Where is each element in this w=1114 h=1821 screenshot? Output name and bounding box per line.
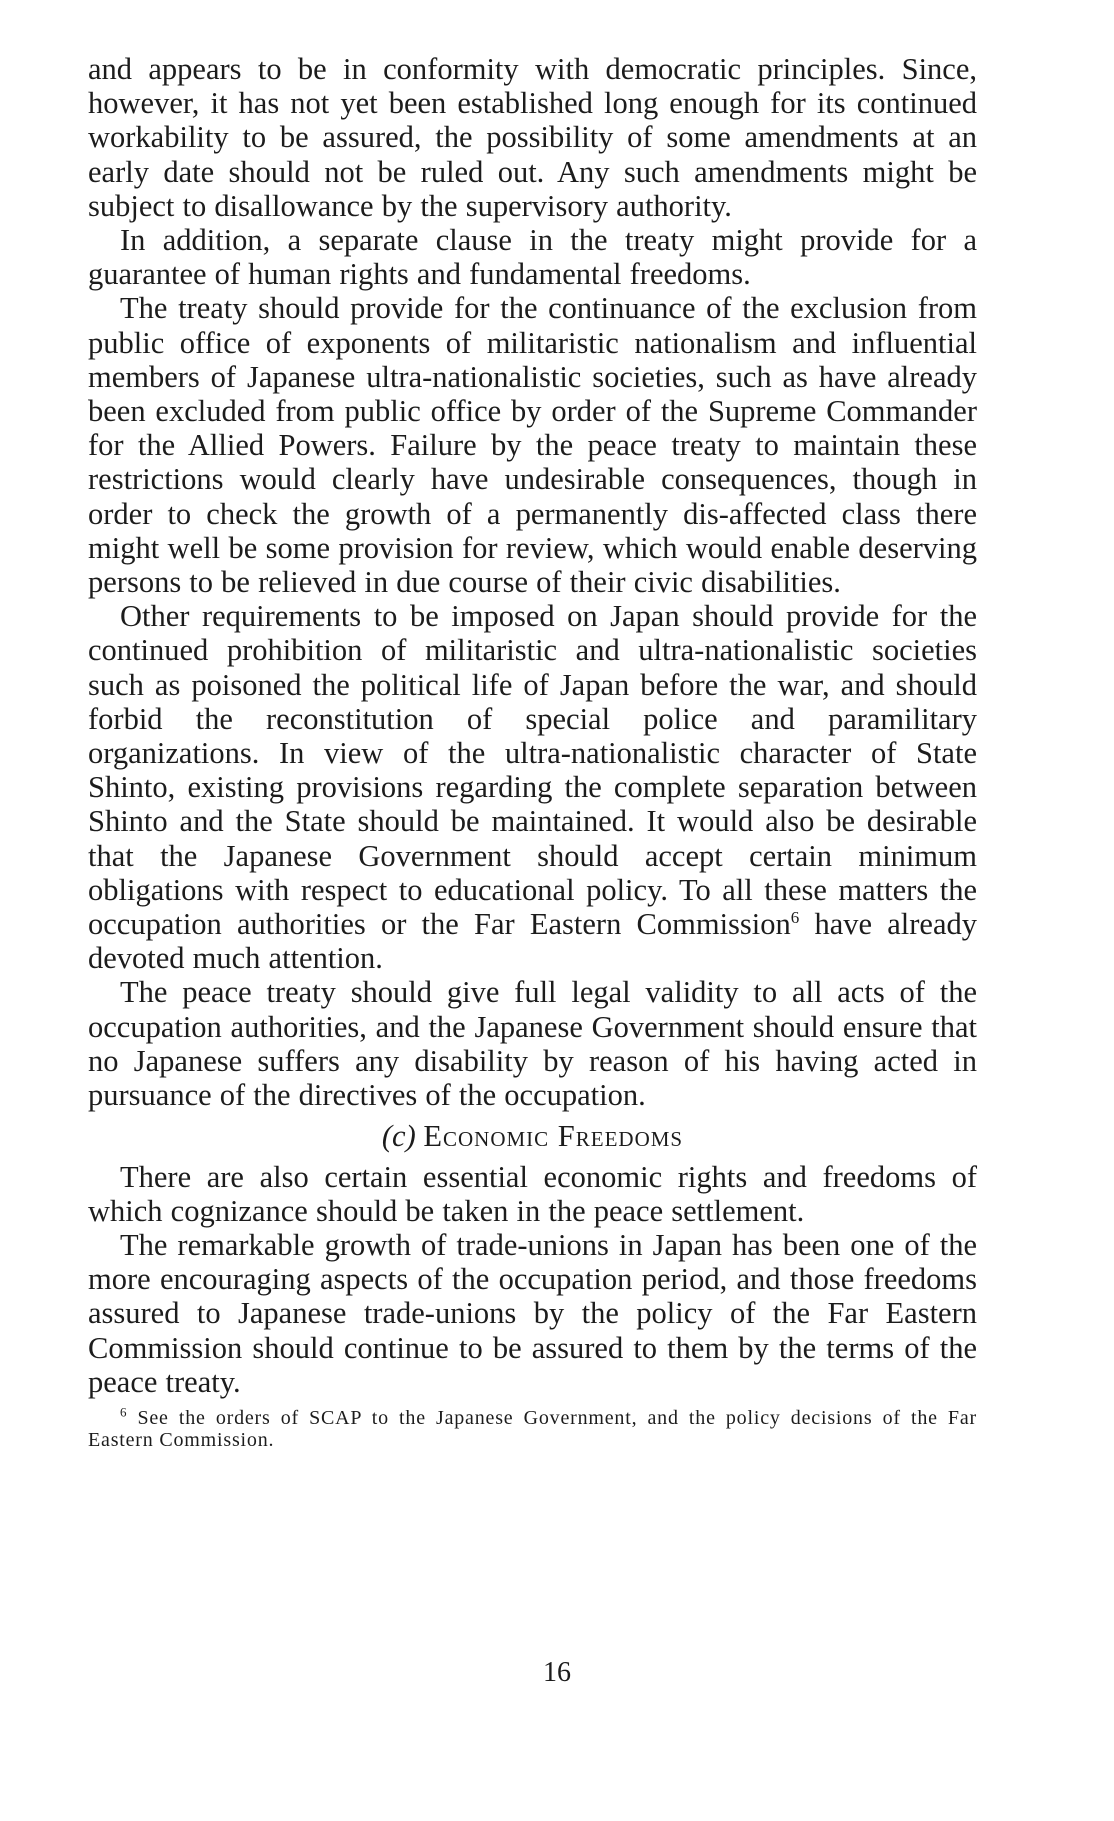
footnote-reference: 6 [790, 907, 800, 927]
section-letter: (c) [381, 1119, 416, 1154]
footnote-text: See the orders of SCAP to the Japanese Government, and the policy decisions of the Far Eastern Commission. [88, 1406, 977, 1451]
footnote-number: 6 [120, 1404, 128, 1420]
paragraph-text: Other requirements to be imposed on Japan should provide for the continued prohibition of militaristic and ultra-nationalistic societies such as poisoned the political life of Japan before the war, and should forbid the reconstitution of special police and paramilitary organizations. In view of the ultra-nationalistic character of State Shinto, existing provisions regarding the complete separation between Shinto and the State should be maintained. It would also be desirable that the Japanese Government should accept certain minimum obligations with respect to educational policy. To all these matters the occupation authorities or the Far Eastern Commission [88, 599, 977, 942]
paragraph-exclusion-from-office: The treaty should provide for the continuance of the exclusion from public office of exponents of militaristic nationalism and influential members of Japanese ultra-nationalistic societies, such as have already been excluded from public office by order of the Supreme Commander for the Allied Powers. Failure by the peace treaty to maintain these restrictions would clearly have undesirable consequences, though in order to check the growth of a permanently dis-affected class there might well be some provision for review, which would enable deserving persons to be relieved in due course of their civic disabilities. [88, 291, 977, 600]
paragraph-legal-validity: The peace treaty should give full legal validity to all acts of the occupation authorities, and the Japanese Government should ensure that no Japanese suffers any disability by reason of his having acted in pursuance of the directives of the occupation. [88, 975, 977, 1113]
paragraph-trade-unions: The remarkable growth of trade-unions in Japan has been one of the more encouraging aspects of the occupation period, and those freedoms assured to Japanese trade-unions by the policy of the Far Eastern Commission should continue to be assured to them by the terms of the peace treaty. [88, 1227, 977, 1399]
page-number: 16 [543, 1657, 571, 1688]
paragraph-democratic-principles: and appears to be in conformity with democratic principles. Since, however, it has not yet been established long enough for its continued workability to be assured, the possibility of some amendments at an early date should not be ruled out. Any such amendments might be subject to disallowance by the supervisory authority. [88, 52, 977, 223]
section-title: Economic Freedoms [423, 1119, 684, 1154]
paragraph-economic-rights: There are also certain essential economic rights and freedoms of which cognizance should be taken in the peace settlement. [88, 1159, 977, 1228]
paragraph-human-rights: In addition, a separate clause in the treaty might provide for a guarantee of human rights and fundamental freedoms. [88, 223, 977, 292]
page-body [88, 52, 977, 1451]
footnote [88, 1404, 977, 1451]
paragraph-text: have already devoted much attention. [88, 907, 977, 976]
section-heading [88, 1119, 977, 1153]
paragraph-other-requirements [88, 599, 977, 975]
